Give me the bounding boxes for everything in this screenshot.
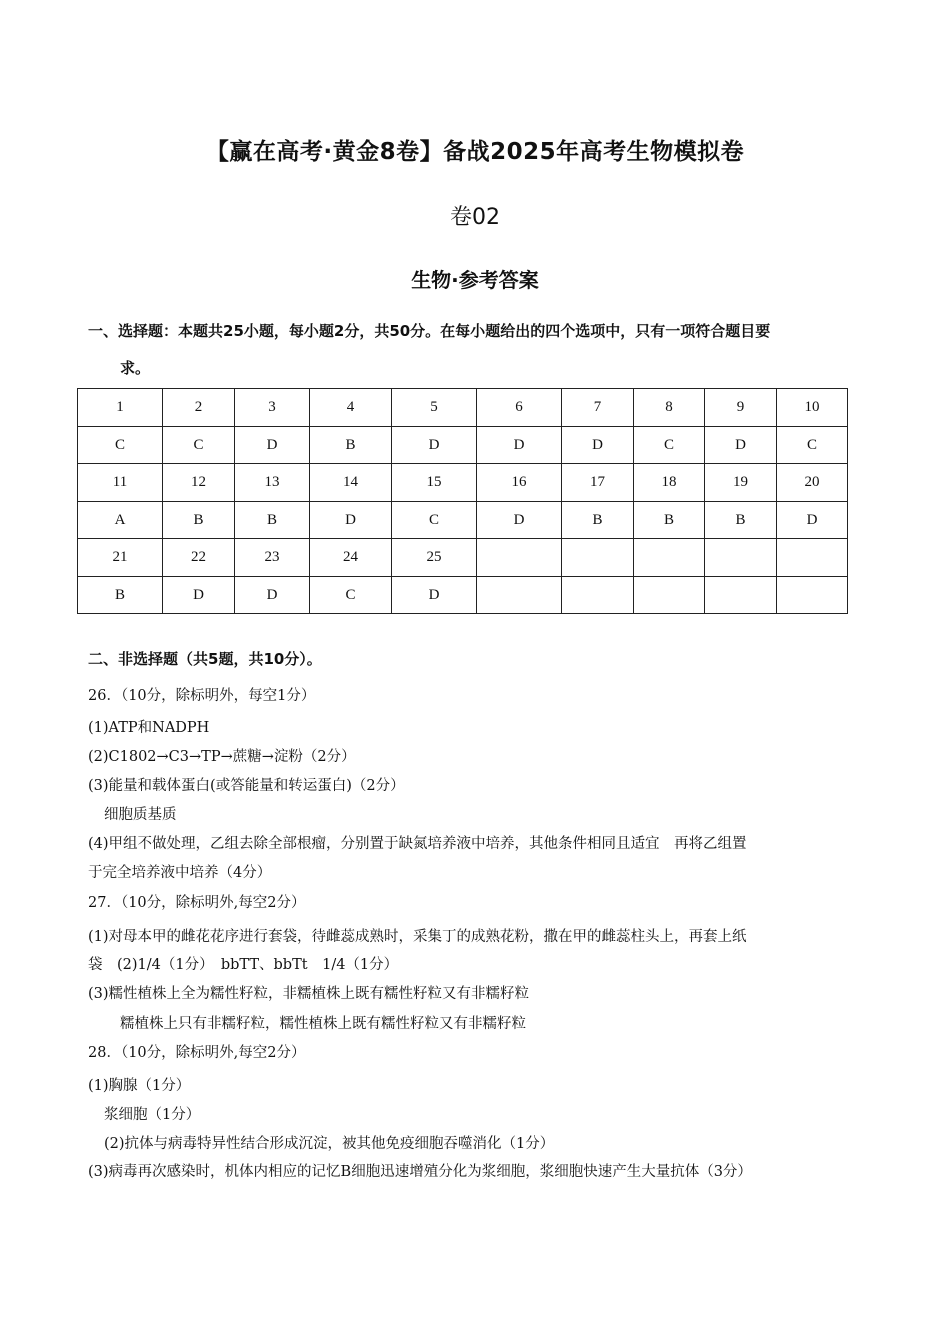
answer-cell: C	[163, 427, 235, 464]
volume-label: 卷02	[450, 205, 500, 230]
answer-cell: D	[477, 502, 562, 539]
section1-heading: 一、选择题：本题共25小题，每小题2分，共50分。在每小题给出的四个选项中，只有一项符合题目要	[88, 322, 771, 340]
answer-cell: C	[777, 427, 848, 464]
answer-table	[77, 388, 848, 614]
answer-cell: D	[777, 502, 848, 539]
document-subtitle: 生物·参考答案	[411, 268, 539, 292]
answer-row	[78, 502, 848, 539]
question-number-cell: 19	[705, 464, 777, 502]
question-number-cell: 1	[78, 389, 163, 427]
answer-cell: D	[392, 427, 477, 464]
answer-cell: C	[310, 577, 392, 614]
answer-cell: C	[392, 502, 477, 539]
q27-answer-3b: 糯植株上只有非糯籽粒，糯性植株上既有糯性籽粒又有非糯籽粒	[120, 1016, 526, 1032]
question-number-cell: 24	[310, 539, 392, 577]
answer-cell	[705, 577, 777, 614]
answer-cell: D	[477, 427, 562, 464]
question-number-cell: 11	[78, 464, 163, 502]
answer-cell: B	[235, 502, 310, 539]
answer-cell: D	[310, 502, 392, 539]
q26-header: 26．（10分，除标明外，每空1分）	[88, 688, 316, 704]
question-number-cell: 4	[310, 389, 392, 427]
answer-cell	[777, 577, 848, 614]
question-number-cell: 13	[235, 464, 310, 502]
answer-cell: D	[705, 427, 777, 464]
question-number-cell: 25	[392, 539, 477, 577]
question-number-cell: 20	[777, 464, 848, 502]
answer-row	[78, 577, 848, 614]
answer-cell: C	[634, 427, 705, 464]
question-number-cell: 5	[392, 389, 477, 427]
answer-cell	[477, 577, 562, 614]
answer-row	[78, 427, 848, 464]
question-number-cell: 22	[163, 539, 235, 577]
q27-answer-3: (3)糯性植株上全为糯性籽粒，非糯植株上既有糯性籽粒又有非糯籽粒	[88, 986, 530, 1002]
question-number-cell	[777, 539, 848, 577]
q26-answer-4: (4)甲组不做处理，乙组去除全部根瘤，分别置于缺氮培养液中培养，其他条件相同且适宜 再将乙组置	[88, 836, 747, 852]
question-number-cell: 7	[562, 389, 634, 427]
question-number-cell: 10	[777, 389, 848, 427]
question-number-cell: 15	[392, 464, 477, 502]
question-number-cell	[705, 539, 777, 577]
q26-answer-4-cont: 于完全培养液中培养（4分）	[88, 865, 272, 881]
q26-answer-3b: 细胞质基质	[104, 807, 177, 823]
answer-cell: D	[163, 577, 235, 614]
question-number-cell	[562, 539, 634, 577]
question-number-cell	[477, 539, 562, 577]
q26-answer-2: (2)C1802→C3→TP→蔗糖→淀粉（2分）	[88, 749, 356, 765]
answer-cell: A	[78, 502, 163, 539]
question-number-row	[78, 464, 848, 502]
answer-cell: B	[163, 502, 235, 539]
question-number-cell	[634, 539, 705, 577]
question-number-cell: 23	[235, 539, 310, 577]
question-number-row	[78, 389, 848, 427]
q27-answer-1-cont: 袋 (2)1/4（1分） bbTT、bbTt 1/4（1分）	[88, 957, 399, 973]
question-number-cell: 17	[562, 464, 634, 502]
question-number-cell: 8	[634, 389, 705, 427]
answer-cell	[562, 577, 634, 614]
answer-cell: D	[235, 577, 310, 614]
answer-cell: B	[562, 502, 634, 539]
answer-cell: B	[634, 502, 705, 539]
q28-header: 28．（10分，除标明外,每空2分）	[88, 1045, 306, 1061]
q27-answer-1: (1)对母本甲的雌花花序进行套袋，待雌蕊成熟时，采集丁的成熟花粉，撒在甲的雌蕊柱头上，再套上纸	[88, 929, 747, 945]
question-number-row	[78, 539, 848, 577]
q27-header: 27．（10分，除标明外,每空2分）	[88, 895, 306, 911]
q28-answer-3: (3)病毒再次感染时，机体内相应的记忆B细胞迅速增殖分化为浆细胞，浆细胞快速产生大量抗体（3分）	[88, 1164, 752, 1180]
q28-answer-2: (2)抗体与病毒特异性结合形成沉淀，被其他免疫细胞吞噬消化（1分）	[104, 1136, 555, 1152]
question-number-cell: 3	[235, 389, 310, 427]
answer-table-body	[78, 389, 848, 614]
document-title: 【赢在高考·黄金8卷】备战2025年高考生物模拟卷	[205, 139, 745, 165]
q26-answer-1: (1)ATP和NADPH	[88, 720, 210, 736]
question-number-cell: 2	[163, 389, 235, 427]
question-number-cell: 9	[705, 389, 777, 427]
answer-cell: B	[310, 427, 392, 464]
answer-cell: C	[78, 427, 163, 464]
answer-cell: B	[705, 502, 777, 539]
answer-cell: D	[235, 427, 310, 464]
question-number-cell: 18	[634, 464, 705, 502]
question-number-cell: 16	[477, 464, 562, 502]
question-number-cell: 12	[163, 464, 235, 502]
answer-cell: D	[562, 427, 634, 464]
answer-cell: D	[392, 577, 477, 614]
answer-cell: B	[78, 577, 163, 614]
question-number-cell: 6	[477, 389, 562, 427]
q28-answer-1: (1)胸腺（1分）	[88, 1078, 191, 1094]
section2-heading: 二、非选择题（共5题，共10分）。	[88, 650, 322, 668]
question-number-cell: 14	[310, 464, 392, 502]
question-number-cell: 21	[78, 539, 163, 577]
answer-cell	[634, 577, 705, 614]
section1-heading-continued: 求。	[120, 359, 151, 377]
q26-answer-3: (3)能量和载体蛋白(或答能量和转运蛋白)（2分）	[88, 778, 405, 794]
q28-answer-1b: 浆细胞（1分）	[104, 1107, 201, 1123]
